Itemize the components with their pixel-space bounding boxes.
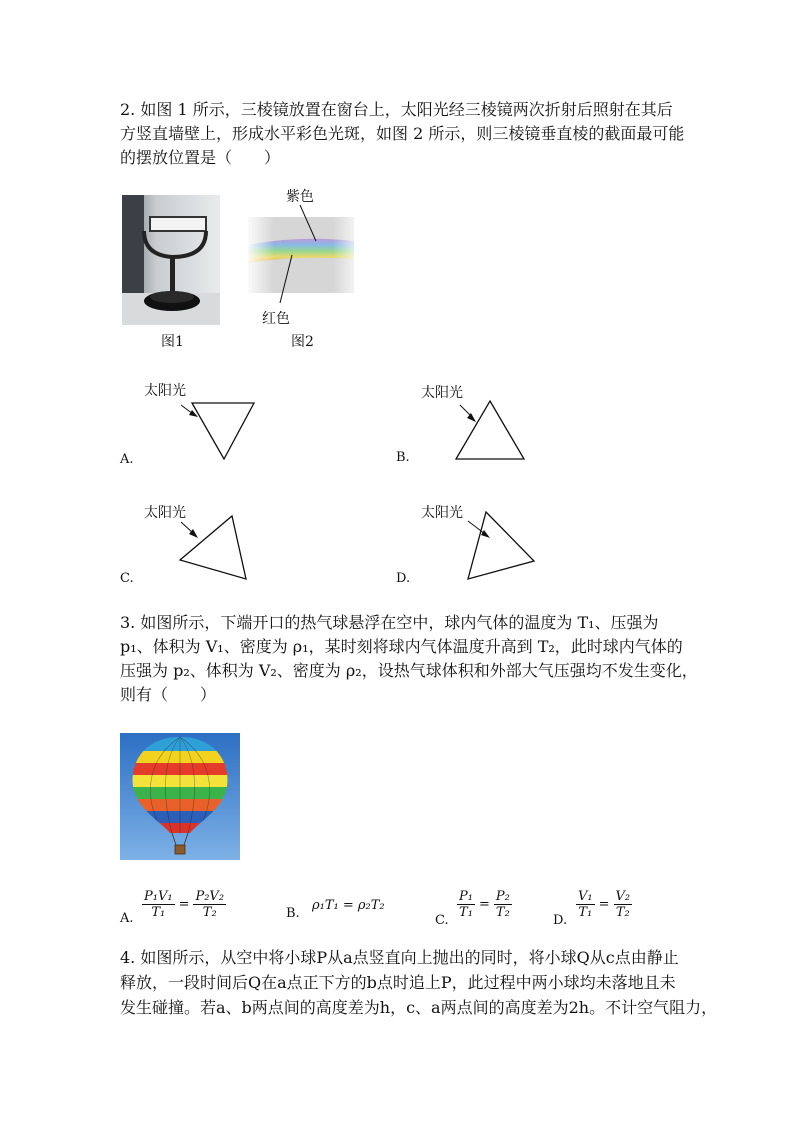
spectrum-pointer-lines bbox=[248, 195, 358, 310]
formula-d-rhs-denominator: T₂ bbox=[615, 905, 630, 920]
q3-option-d-label: D. bbox=[553, 913, 568, 928]
formula-c-rhs-denominator: T₂ bbox=[495, 905, 510, 920]
formula-c-rhs-numerator: P₂ bbox=[495, 889, 510, 904]
q4-line-3: 发生碰撞。若a、b两点间的高度差为h，c、a两点间的高度差为2h。不计空气阻力， bbox=[120, 998, 718, 1017]
option-a-label: A. bbox=[120, 452, 134, 467]
q3-option-b-label: B. bbox=[286, 906, 300, 921]
option-c-label: C. bbox=[120, 571, 134, 586]
formula-c-lhs-denominator: T₁ bbox=[459, 905, 473, 920]
red-label: 红色 bbox=[262, 311, 290, 327]
option-b-label: B. bbox=[396, 450, 410, 465]
q2-line-2: 方竖直墙壁上，形成水平彩色光斑，如图 2 所示，则三棱镜垂直棱的截面最可能 bbox=[120, 124, 685, 143]
q3-line-4: 则有（ ） bbox=[120, 685, 217, 704]
option-d-label: D. bbox=[396, 571, 411, 586]
q4-line-1: 4. 如图所示，从空中将小球P从a点竖直向上抛出的同时，将小球Q从c点由静止 bbox=[120, 948, 679, 967]
option-a-diagram bbox=[160, 395, 260, 465]
q3-line-1: 3. 如图所示，下端开口的热气球悬浮在空中，球内气体的温度为 T₁、压强为 bbox=[120, 613, 659, 632]
q4-line-2: 释放，一段时间后Q在a点正下方的b点时追上P，此过程中两小球均未落地且未 bbox=[120, 973, 676, 992]
figure-2-caption: 图2 bbox=[291, 334, 314, 350]
option-b-diagram bbox=[440, 395, 540, 465]
q2-line-3: 的摆放位置是（ ） bbox=[120, 148, 281, 167]
figure-1-caption: 图1 bbox=[161, 334, 184, 350]
option-d-diagram bbox=[440, 507, 540, 582]
purple-label: 紫色 bbox=[286, 189, 314, 205]
q3-option-c-formula: $\frac{\text{P₁}}{\text{T₁}}$ = $\frac{\text{P₂}}{\text{T₂}}$ bbox=[459, 889, 510, 920]
q3-option-b-formula: ρ₁T₁ = ρ₂T₂ bbox=[312, 898, 385, 913]
prism-photo bbox=[122, 195, 220, 325]
option-c-diagram bbox=[160, 512, 260, 582]
hot-air-balloon-photo bbox=[120, 733, 240, 860]
q3-option-c-label: C. bbox=[435, 913, 449, 928]
q3-line-2: p₁、体积为 V₁、密度为 ρ₁，某时刻将球内气体温度升高到 T₂，此时球内气体的 bbox=[120, 637, 683, 656]
sunlight-label-a: 太阳光 bbox=[144, 383, 186, 399]
q3-option-d-formula: $\frac{\text{V₁}}{\text{T₁}}$ = $\frac{\text{V₂}}{\text{T₂}}$ bbox=[578, 889, 631, 920]
sunlight-label-d: 太阳光 bbox=[421, 505, 463, 521]
q3-line-3: 压强为 p₂、体积为 V₂、密度为 ρ₂，设热气球体积和外部大气压强均不发生变化， bbox=[120, 661, 698, 680]
q3-option-a-formula: $\frac{\text{P₁V₁}}{\text{T₁}}$ = $\frac{\text{P₂V₂}}{\text{T₂}}$ bbox=[144, 889, 225, 920]
formula-a-lhs-denominator: T₁ bbox=[151, 905, 166, 920]
formula-d-lhs-numerator: V₁ bbox=[578, 889, 593, 904]
q3-option-a-label: A. bbox=[120, 911, 134, 926]
sunlight-label-b: 太阳光 bbox=[421, 385, 463, 401]
formula-c-lhs-numerator: P₁ bbox=[459, 889, 473, 904]
q2-line-1: 2. 如图 1 所示，三棱镜放置在窗台上，太阳光经三棱镜两次折射后照射在其后 bbox=[120, 100, 673, 119]
formula-a-rhs-denominator: T₂ bbox=[202, 905, 217, 920]
sunlight-label-c: 太阳光 bbox=[144, 505, 186, 521]
formula-a-rhs-numerator: P₂V₂ bbox=[195, 889, 225, 904]
formula-d-rhs-numerator: V₂ bbox=[615, 889, 631, 904]
formula-a-lhs-numerator: P₁V₁ bbox=[144, 889, 173, 904]
formula-d-lhs-denominator: T₁ bbox=[578, 905, 593, 920]
